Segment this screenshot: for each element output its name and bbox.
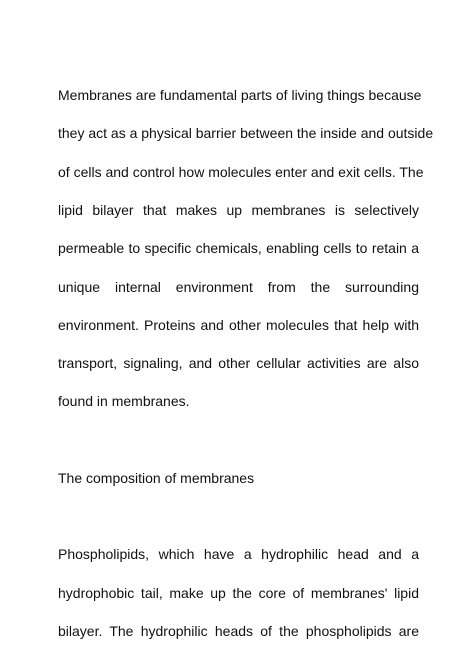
paragraph-line: found in membranes.: [58, 393, 190, 409]
paragraph-line: they act as a physical barrier between the inside and outside: [58, 125, 434, 141]
paragraph-line: of cells and control how molecules enter and exit cells. The: [58, 164, 424, 180]
paragraph-line: Membranes are fundamental parts of living things because: [58, 87, 422, 103]
paragraph-line: environment. Proteins and other molecules that help with: [58, 317, 419, 333]
paragraph-line: Phospholipids, which have a hydrophilic head and a: [58, 546, 419, 562]
paragraph-line: permeable to specific chemicals, enabling cells to retain a: [58, 240, 419, 256]
paragraph-line: hydrophobic tail, make up the core of membranes' lipid: [58, 585, 419, 601]
paragraph-line: lipid bilayer that makes up membranes is selectively: [58, 202, 419, 218]
paragraph-line: bilayer. The hydrophilic heads of the phospholipids are: [58, 623, 419, 639]
paragraph-line: unique internal environment from the surrounding: [58, 279, 419, 295]
paragraph-line: transport, signaling, and other cellular activities are also: [58, 355, 419, 371]
section-heading: The composition of membranes: [58, 470, 255, 486]
